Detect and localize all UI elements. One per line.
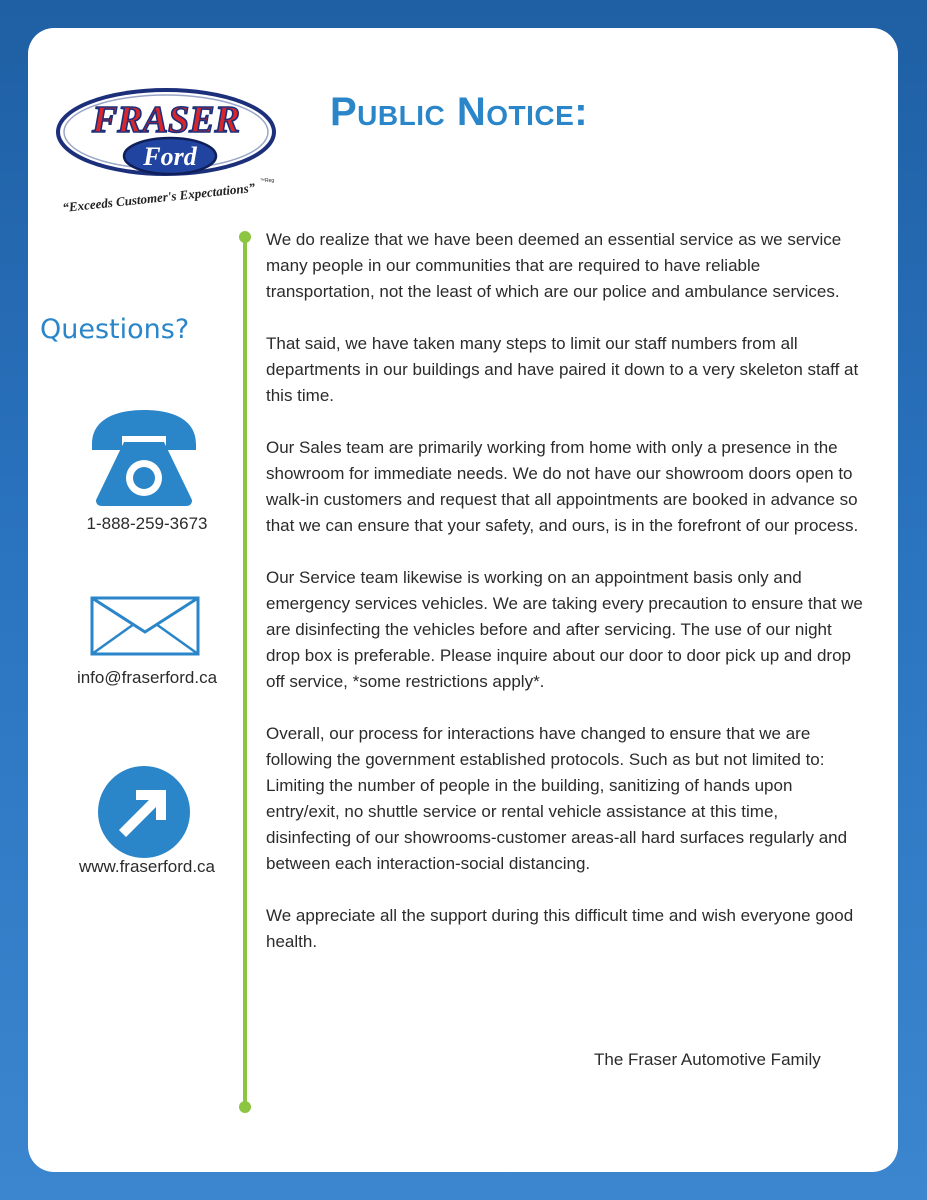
fraser-ford-logo — [48, 70, 288, 215]
timeline-dot-bottom — [239, 1101, 251, 1113]
paragraph-essential-service: We do realize that we have been deemed an essential service as we service many people in our communities that are required to have reliable transportation, not the least of which are our police and ambulance services. — [266, 230, 842, 301]
timeline-divider — [238, 231, 252, 1113]
notice-card — [28, 28, 898, 1172]
phone-number[interactable]: 1-888-259-3673 — [86, 514, 208, 533]
paragraph-protocols: Overall, our process for interactions have changed to ensure that we are following the government established protocols. Such as but not limited to: Limiting the number of people in the building, sanitizing of hands upon entry/exit, no shuttle service or rental vehicle assistance at this time, disinfecting of our showrooms-customer areas-all hard surfaces regularly and between each interaction-social distancing. — [266, 724, 848, 873]
timeline-line — [243, 237, 247, 1105]
logo-trademark: ™Reg — [260, 178, 275, 184]
logo-brand-oval: Ford — [143, 142, 197, 171]
logo-slogan: “Exceeds Customer's Expectations” — [61, 179, 256, 215]
logo-brand-top: FRASER — [92, 99, 240, 141]
envelope-icon — [90, 596, 200, 656]
paragraph-service: Our Service team likewise is working on an appointment basis only and emergency services vehicles. We are taking every precaution to ensure that we are disinfecting the vehicles before and after servicing. The use of our night drop box is preferable. Please inquire about our door to door pick up and drop off service, *some restrictions apply*. — [266, 568, 863, 691]
paragraph-sales: Our Sales team are primarily working from home with only a presence in the showroom for immediate needs. We do not have our showroom doors open to walk-in customers and request that all appointments are booked in advance so that we can ensure that your safety, and ours, is in the forefront of our process. — [266, 438, 859, 535]
telephone-icon — [88, 408, 200, 508]
paragraph-staff: That said, we have taken many steps to limit our staff numbers from all departments in our buildings and have paired it down to a very skeleton staff at this time. — [266, 334, 859, 405]
paragraph-appreciation: We appreciate all the support during this difficult time and wish everyone good health. — [266, 906, 854, 951]
email-link[interactable]: info@fraserford.ca — [76, 668, 218, 687]
arrow-up-right-icon — [96, 764, 192, 860]
questions-heading: Questions? — [40, 314, 190, 345]
signature: The Fraser Automotive Family — [594, 1050, 821, 1069]
timeline-dot-top — [239, 231, 251, 243]
website-link[interactable]: www.fraserford.ca — [78, 857, 216, 876]
notice-body — [266, 227, 866, 981]
page-title: Public Notice: — [330, 90, 589, 134]
